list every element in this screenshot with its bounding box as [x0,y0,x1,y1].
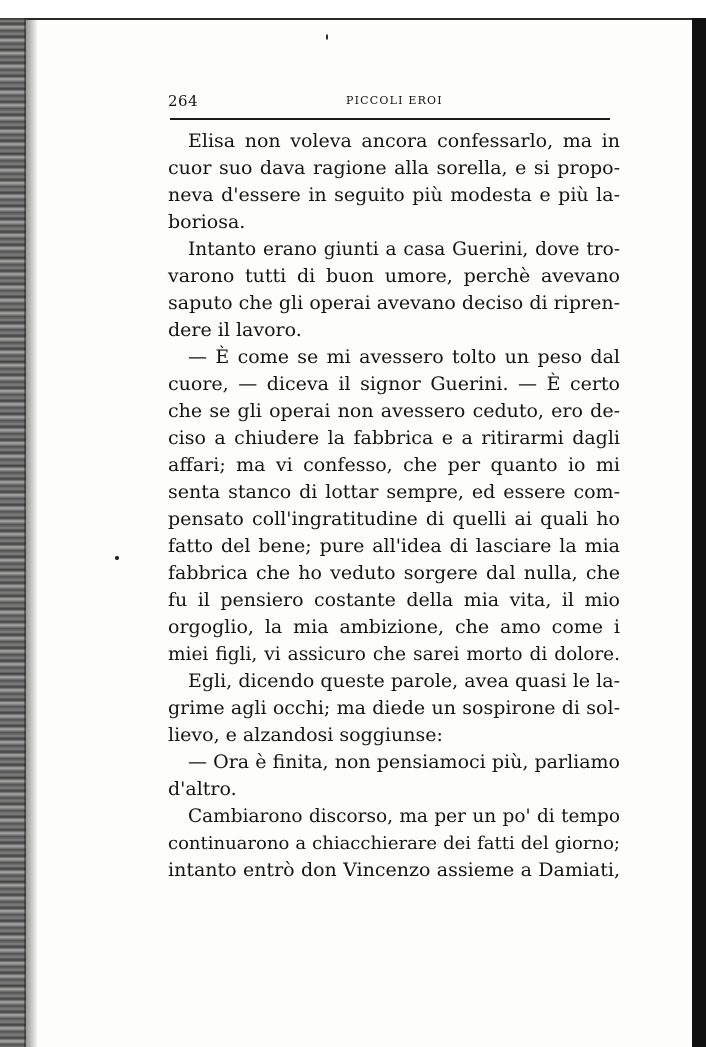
text-line: fabbrica che ho veduto sorgere dal nulla, che [168,562,620,584]
scan-speck [326,34,328,40]
text-line: miei figli, vi assicuro che sarei morto di dolore. [168,644,620,665]
text-line: senta stanco di lottar sempre, ed essere com- [168,481,620,503]
text-line: boriosa. [168,211,246,233]
scan-left-edge [0,18,26,1047]
scan-top-border [0,0,706,20]
text-line: intanto entrò don Vincenzo assieme a Damiati, [168,859,620,881]
text-line: pensato coll'ingratitudine di quelli ai quali ho [168,508,620,530]
text-line: cuore, — diceva il signor Guerini. — È certo [168,373,620,395]
text-line: affari; ma vi confesso, che per quanto io mi [168,454,620,476]
text-line: — È come se mi avessero tolto un peso dal [188,346,620,368]
text-line: Intanto erano giunti a casa Guerini, dove tro- [188,239,620,260]
text-line: cuor suo dava ragione alla sorella, e si propo- [168,157,620,179]
header-rule [170,118,610,120]
running-title: PICCOLI EROI [346,94,443,107]
text-line: che se gli operai non avessero ceduto, ero de- [168,400,620,422]
scan-left-shadow [24,18,38,1047]
text-line: neva d'essere in seguito più modesta e più la- [168,184,620,206]
scan-right-edge [692,18,706,1047]
text-line: grime agli occhi; ma diede un sospirone di sol- [168,697,620,719]
text-line: ciso a chiudere la fabbrica e a ritirarmi dagli [168,427,620,449]
text-line: d'altro. [168,778,237,800]
page-header [168,92,620,112]
text-line: fatto del bene; pure all'idea di lasciare la mia [168,535,620,557]
body-text [168,128,620,884]
text-line: Cambiarono discorso, ma per un po' di tempo [188,806,620,827]
text-line: saputo che gli operai avevano deciso di ripren- [168,292,620,314]
page-number: 264 [168,92,199,110]
text-line: fu il pensiero costante della mia vita, il mio [168,589,620,611]
text-line: — Ora è finita, non pensiamoci più, parliamo [188,751,620,773]
text-line: lievo, e alzandosi soggiunse: [168,724,443,746]
text-line: orgoglio, la mia ambizione, che amo come i [168,616,620,638]
scan-speck [115,556,119,560]
text-line: Elisa non voleva ancora confessarlo, ma in [188,130,620,152]
text-line: continuarono a chiacchierare dei fatti del giorno; [168,833,620,854]
text-line: Egli, dicendo queste parole, avea quasi le la- [188,670,620,692]
text-line: varono tutti di buon umore, perchè avevano [168,265,620,287]
text-line: dere il lavoro. [168,319,302,341]
